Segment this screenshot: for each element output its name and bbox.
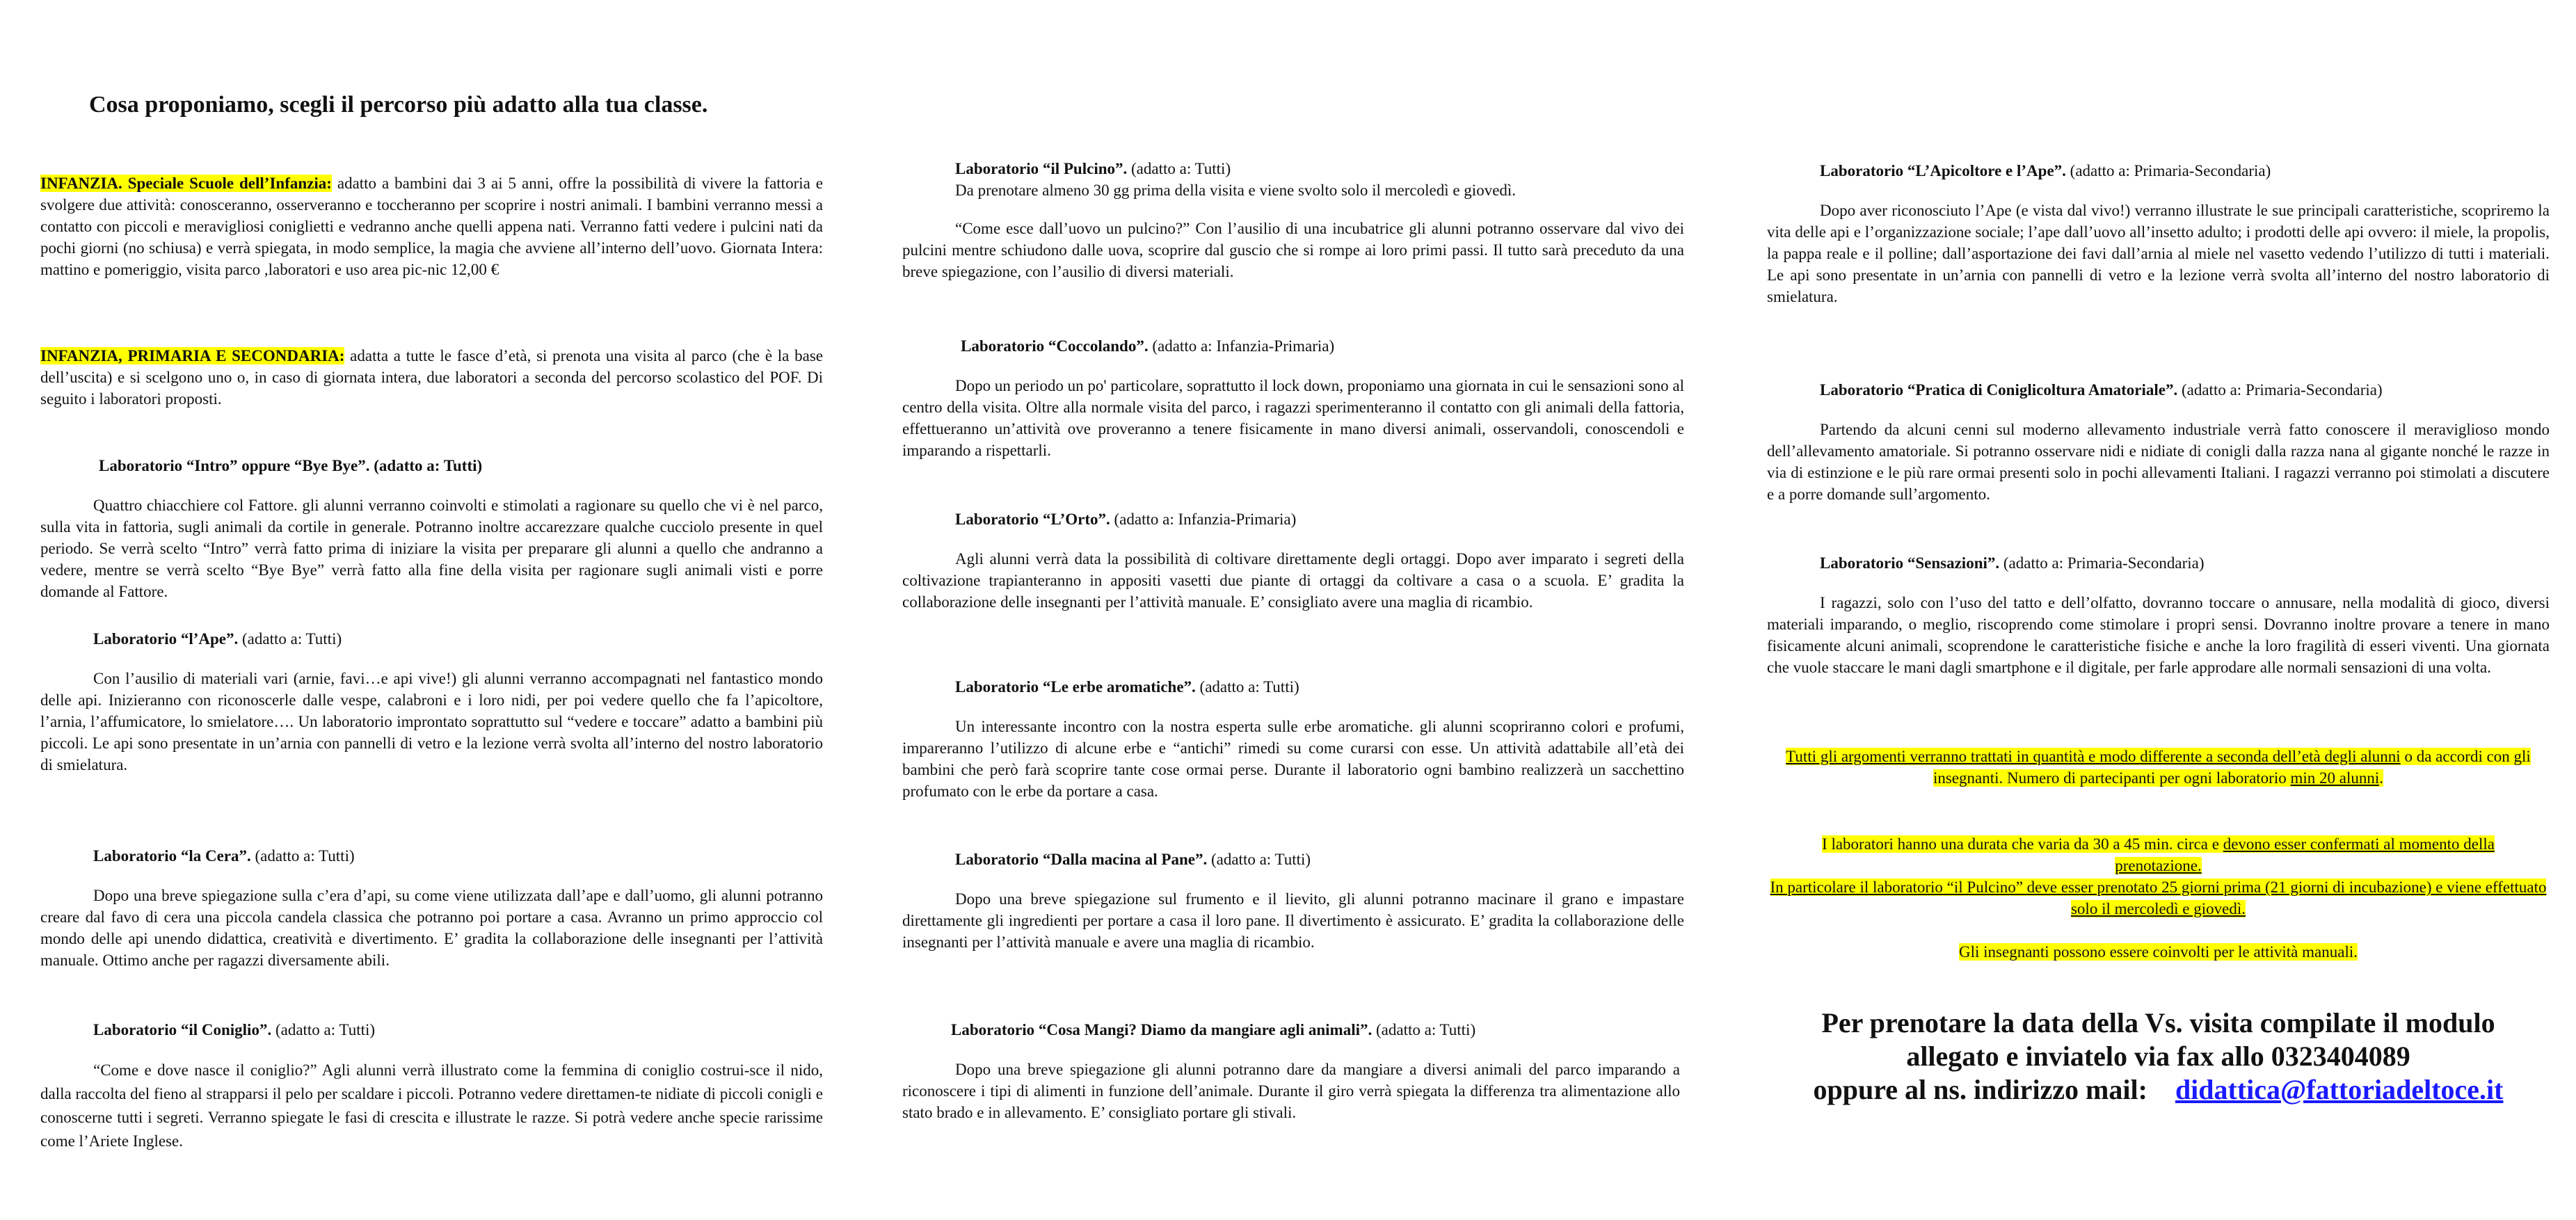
lab-pulcino	[902, 158, 1684, 282]
note-pulcino-text: In particolare il laboratorio “il Pulcino” deve esser prenotato 25 giorni prima (21 giorni di incubazione) e viene effettuato solo il mercoledì e giovedì.	[1770, 878, 2547, 917]
lab-orto	[902, 508, 1684, 613]
lab-ape-suitable: (adatto a: Tutti)	[238, 630, 342, 648]
lab-pulcino-note: Da prenotare almeno 30 gg prima della visita e viene svolto solo il mercoledì e giovedì.	[955, 182, 1517, 199]
lab-apicoltore-suitable: (adatto a: Primaria-Secondaria)	[2065, 162, 2271, 179]
lab-coniglicoltura-text: Partendo da alcuni cenni sul moderno allevamento industriale verrà fatto conoscere il meraviglioso mondo dell’allevamento amatoriale. Si potranno osservare nidi e nidiate di conigli dalla razza nana al gigante nonché le razze in via di estinzione e le più rare ormai presenti solo in pochi allevamenti Italiani. I ragazzi verranno poi stimolati a discutere e a porre domande sull’argomento.	[1767, 421, 2550, 503]
infanzia-label: INFANZIA. Speciale Scuole dell’Infanzia:	[40, 175, 332, 192]
lab-coniglio-title: Laboratorio “il Coniglio”.	[93, 1021, 272, 1038]
lab-sensazioni-title: Laboratorio “Sensazioni”.	[1820, 554, 2000, 572]
lab-mangi	[902, 1019, 1680, 1123]
lab-coniglio	[40, 1019, 823, 1153]
lab-macina	[902, 849, 1684, 953]
booking-line-3: oppure al ns. indirizzo mail:	[1813, 1074, 2147, 1105]
lab-coniglicoltura	[1767, 379, 2550, 505]
lab-coniglio-suitable: (adatto a: Tutti)	[271, 1021, 376, 1038]
lab-cera-title: Laboratorio “la Cera”.	[93, 847, 251, 865]
all-levels-label: INFANZIA, PRIMARIA E SECONDARIA:	[40, 347, 345, 364]
booking-line-1: Per prenotare la data della Vs. visita compilate il modulo	[1821, 1007, 2495, 1038]
all-levels-text: adatta a tutte le fasce d’età, si prenota una visita al parco (che è la base dell’uscita) e si scelgono uno o, in caso di giornata intera, due laboratori a seconda del percorso scolastico del POF. Di seguito i laboratori proposti.	[40, 347, 823, 408]
note-duration	[1767, 833, 2550, 876]
note-topics-end: .	[2379, 769, 2384, 787]
lab-orto-suitable: (adatto a: Infanzia-Primaria)	[1110, 511, 1297, 528]
lab-sensazioni	[1767, 552, 2550, 678]
lab-sensazioni-suitable: (adatto a: Primaria-Secondaria)	[1999, 554, 2205, 572]
lab-orto-title: Laboratorio “L’Orto”.	[955, 511, 1110, 528]
note-topics-b: o da accordi con gli insegnanti. Numero di partecipanti per ogni laboratorio	[1933, 748, 2531, 787]
lab-erbe-suitable: (adatto a: Tutti)	[1195, 678, 1299, 696]
lab-cera-text: Dopo una breve spiegazione sulla c’era d’api, su come viene utilizzata dall’ape e dall’uomo, gli alunni potranno creare dal favo di cera una piccola candela classica che potranno poi portare a casa. Avranno un primo approccio col mondo delle api unendo didattica, creatività e divertimento. E’ gradita la collaborazione delle insegnanti per l’attività manuale. Ottimo anche per ragazzi diversamente abili.	[40, 887, 823, 969]
lab-ape	[40, 628, 823, 776]
lab-macina-suitable: (adatto a: Tutti)	[1207, 851, 1311, 868]
note-teachers-text: Gli insegnanti possono essere coinvolti per le attività manuali.	[1959, 943, 2358, 961]
note-teachers	[1767, 941, 2550, 963]
lab-sensazioni-text: I ragazzi, solo con l’uso del tatto e dell’olfatto, dovranno toccare o annusare, nella modalità di gioco, diversi materiali imparando, o meglio, riscoprendo come stimolare i propri sensi. Dovranno inoltre provare a tenere in mano fisicamente alcuni animali, scoprendone le caratteristiche fisiche e anche la loro fragilità di esseri viventi. Una giornata che vuole staccare le mani dagli smartphone e il digitale, per farle approdare alle normali sensazioni di una volta.	[1767, 594, 2550, 676]
lab-ape-text: Con l’ausilio di materiali vari (arnie, favi…e api vive!) gli alunni verranno accompagnati nel fantastico mondo delle api. Inizieranno con riconoscerle dalle vespe, calabroni e i loro nidi, per poi vedere quello che fa l’apicoltore, l’arnia, l’affumicatore, lo smielatore…. Un laboratorio improntato soprattutto sul “vedere e toccare” adatto a bambini più piccoli. Le api sono presentate in un’arnia con pannelli di vetro e la lezione verrà svolta all’interno del nostro laboratorio di smielatura.	[40, 670, 823, 773]
note-duration-b: devono esser confermati al momento della prenotazione.	[2115, 835, 2495, 874]
lab-cera	[40, 845, 823, 971]
lab-intro-title: Laboratorio “Intro” oppure “Bye Bye”. (adatto a: Tutti)	[99, 457, 483, 474]
lab-intro	[40, 455, 823, 602]
lab-coccolando-text: Dopo un periodo un po' particolare, soprattutto il lock down, proponiamo una giornata in cui le sensazioni sono al centro della visita. Oltre alla normale visita del parco, i ragazzi sperimenteranno il contatto con gli animali della fattoria, effettueranno un’attività ove proveranno a tenere fisicamente in mano diversi animali, osservandoli, conoscendoli e imparando a rispettarli.	[902, 377, 1684, 459]
note-topics-a: Tutti gli argomenti verranno trattati in quantità e modo differente a seconda dell’età degli alunni	[1786, 748, 2401, 765]
lab-erbe-title: Laboratorio “Le erbe aromatiche”.	[955, 678, 1196, 696]
lab-intro-text: Quattro chiacchiere col Fattore. gli alunni verranno coinvolti e stimolati a ragionare su quello che vi è nel parco, sulla vita in fattoria, sugli animali da cortile in generale. Potranno inoltre accarezzare qualche cucciolo presente in quel periodo. Se verrà scelto “Intro” verrà fatto prima di iniziare la visita per preparare gli alunni a quello che andranno a vedere, mentre se verrà scelto “Bye Bye” verrà fatto alla fine della visita per ragionare sugli animali visti e porre domande al Fattore.	[40, 497, 823, 600]
page-title: Cosa proponiamo, scegli il percorso più adatto alla tua classe.	[89, 92, 708, 118]
lab-pulcino-title: Laboratorio “il Pulcino”.	[955, 160, 1128, 177]
lab-erbe	[902, 676, 1684, 802]
note-topics-min: min 20 alunni	[2290, 769, 2380, 787]
note-pulcino	[1767, 876, 2550, 920]
lab-ape-title: Laboratorio “l’Ape”.	[93, 630, 239, 648]
lab-macina-text: Dopo una breve spiegazione sul frumento e il lievito, gli alunni potranno macinare il grano e impastare direttamente gli ingredienti per portare a casa il loro pane. Il divertimento è assicurato. E’ gradita la collaborazione delle insegnanti per l’attività manuale e avere una maglia di ricambio.	[902, 890, 1684, 951]
lab-cera-suitable: (adatto a: Tutti)	[250, 847, 355, 865]
lab-apicoltore-text: Dopo aver riconosciuto l’Ape (e vista dal vivo!) verranno illustrate le sue principali caratteristiche, scopriremo la vita delle api e l’organizzazione sociale; l’ape dall’uovo all’insetto adulto; i prodotti delle api ovvero: il miele, la propolis, la pappa reale e il polline; dall’asportazione dei favi dall’arnia al miele nel vasetto vedendo l’utilizzo di tutti i materiali. Le api sono presentate in un’arnia con pannelli di vetro e la lezione verrà svolta all’interno del nostro laboratorio di smielatura.	[1767, 202, 2550, 305]
infanzia-text: adatto a bambini dai 3 ai 5 anni, offre la possibilità di vivere la fattoria e svolgere due attività: conosceranno, osserveranno e toccheranno per scoprire i nostri animali. I bambini verranno messi a contatto con piccoli e meravigliosi coniglietti e vedranno anche quelli appena nati. Verranno fatti vedere i pulcini nati da pochi giorni (no schiusa) e verrà spiegata, in modo semplice, la magia che avviene all’interno dell’uovo. Giornata Intera: mattino e pomeriggio, visita parco ,laboratori e uso area pic-nic 12,00 €	[40, 175, 823, 278]
lab-coniglicoltura-suitable: (adatto a: Primaria-Secondaria)	[2177, 381, 2383, 399]
booking-info	[1767, 1006, 2550, 1107]
lab-macina-title: Laboratorio “Dalla macina al Pane”.	[955, 851, 1208, 868]
lab-coccolando-suitable: (adatto a: Infanzia-Primaria)	[1148, 337, 1335, 355]
lab-erbe-text: Un interessante incontro con la nostra esperta sulle erbe aromatiche. gli alunni scopriranno colori e profumi, impareranno l’utilizzo di alcune erbe e “antichi” rimedi su come curarsi con esse. Un attività adattabile all’età dei bambini che però farà scoprire tante cose ormai perse. Durante il laboratorio ogni bambino realizzerà un sacchettino profumato con le erbe da portare a casa.	[902, 718, 1684, 800]
note-topics	[1767, 746, 2550, 789]
lab-mangi-suitable: (adatto a: Tutti)	[1372, 1021, 1476, 1038]
lab-orto-text: Agli alunni verrà data la possibilità di coltivare direttamente degli ortaggi. Dopo aver imparato i segreti della coltivazione trapianteranno in appositi vasetti due piante di ortaggi da coltivare a casa o a scuola. E’ gradita la collaborazione delle insegnanti per l’attività manuale. E’ consigliato avere una maglia di ricambio.	[902, 550, 1684, 611]
lab-coniglio-text: “Come e dove nasce il coniglio?” Agli alunni verrà illustrato come la femmina di coniglio costrui-sce il nido, dalla raccolta del fieno al strapparsi il pelo per scaldare i piccoli. Potranno vedere direttamen-te nidiate di piccoli conigli e conoscerne tutti i segreti. Verranno spiegate le fasi di crescita e illustrate le razze. Si potrà vedere anche specie rarissime come l’Ariete Inglese.	[40, 1061, 823, 1150]
lab-pulcino-text: “Come esce dall’uovo un pulcino?” Con l’ausilio di una incubatrice gli alunni potranno osservare dal vivo dei pulcini mentre schiudono dalle uova, scoprire dal guscio che si rompe ai loro primi passi. Il tutto sarà preceduto da una breve spiegazione, con l’ausilio di diversi materiali.	[902, 220, 1684, 280]
lab-coccolando-title: Laboratorio “Coccolando”.	[961, 337, 1149, 355]
note-duration-a: I laboratori hanno una durata che varia da 30 a 45 min. circa e	[1822, 835, 2223, 853]
lab-mangi-text: Dopo una breve spiegazione gli alunni potranno dare da mangiare a diversi animali del parco imparando a riconoscere i tipi di alimenti in funzione dell’animale. Durante il giro verrà spiegata la differenza tra alimentazione allo stato brado e in allevamento. E’ consigliato portare gli stivali.	[902, 1061, 1680, 1121]
email-link[interactable]: didattica@fattoriadeltoce.it	[2175, 1074, 2504, 1105]
lab-apicoltore-title: Laboratorio “L’Apicoltore e l’Ape”.	[1820, 162, 2066, 179]
section-infanzia	[40, 172, 823, 280]
lab-mangi-title: Laboratorio “Cosa Mangi? Diamo da mangiare agli animali”.	[951, 1021, 1373, 1038]
lab-coniglicoltura-title: Laboratorio “Pratica di Coniglicoltura Amatoriale”.	[1820, 381, 2178, 399]
lab-coccolando	[902, 335, 1684, 461]
lab-apicoltore	[1767, 160, 2550, 307]
section-all-levels	[40, 345, 823, 410]
lab-pulcino-suitable: (adatto a: Tutti)	[1127, 160, 1231, 177]
booking-line-2: allegato e inviatelo via fax allo 0323404089	[1906, 1041, 2410, 1072]
